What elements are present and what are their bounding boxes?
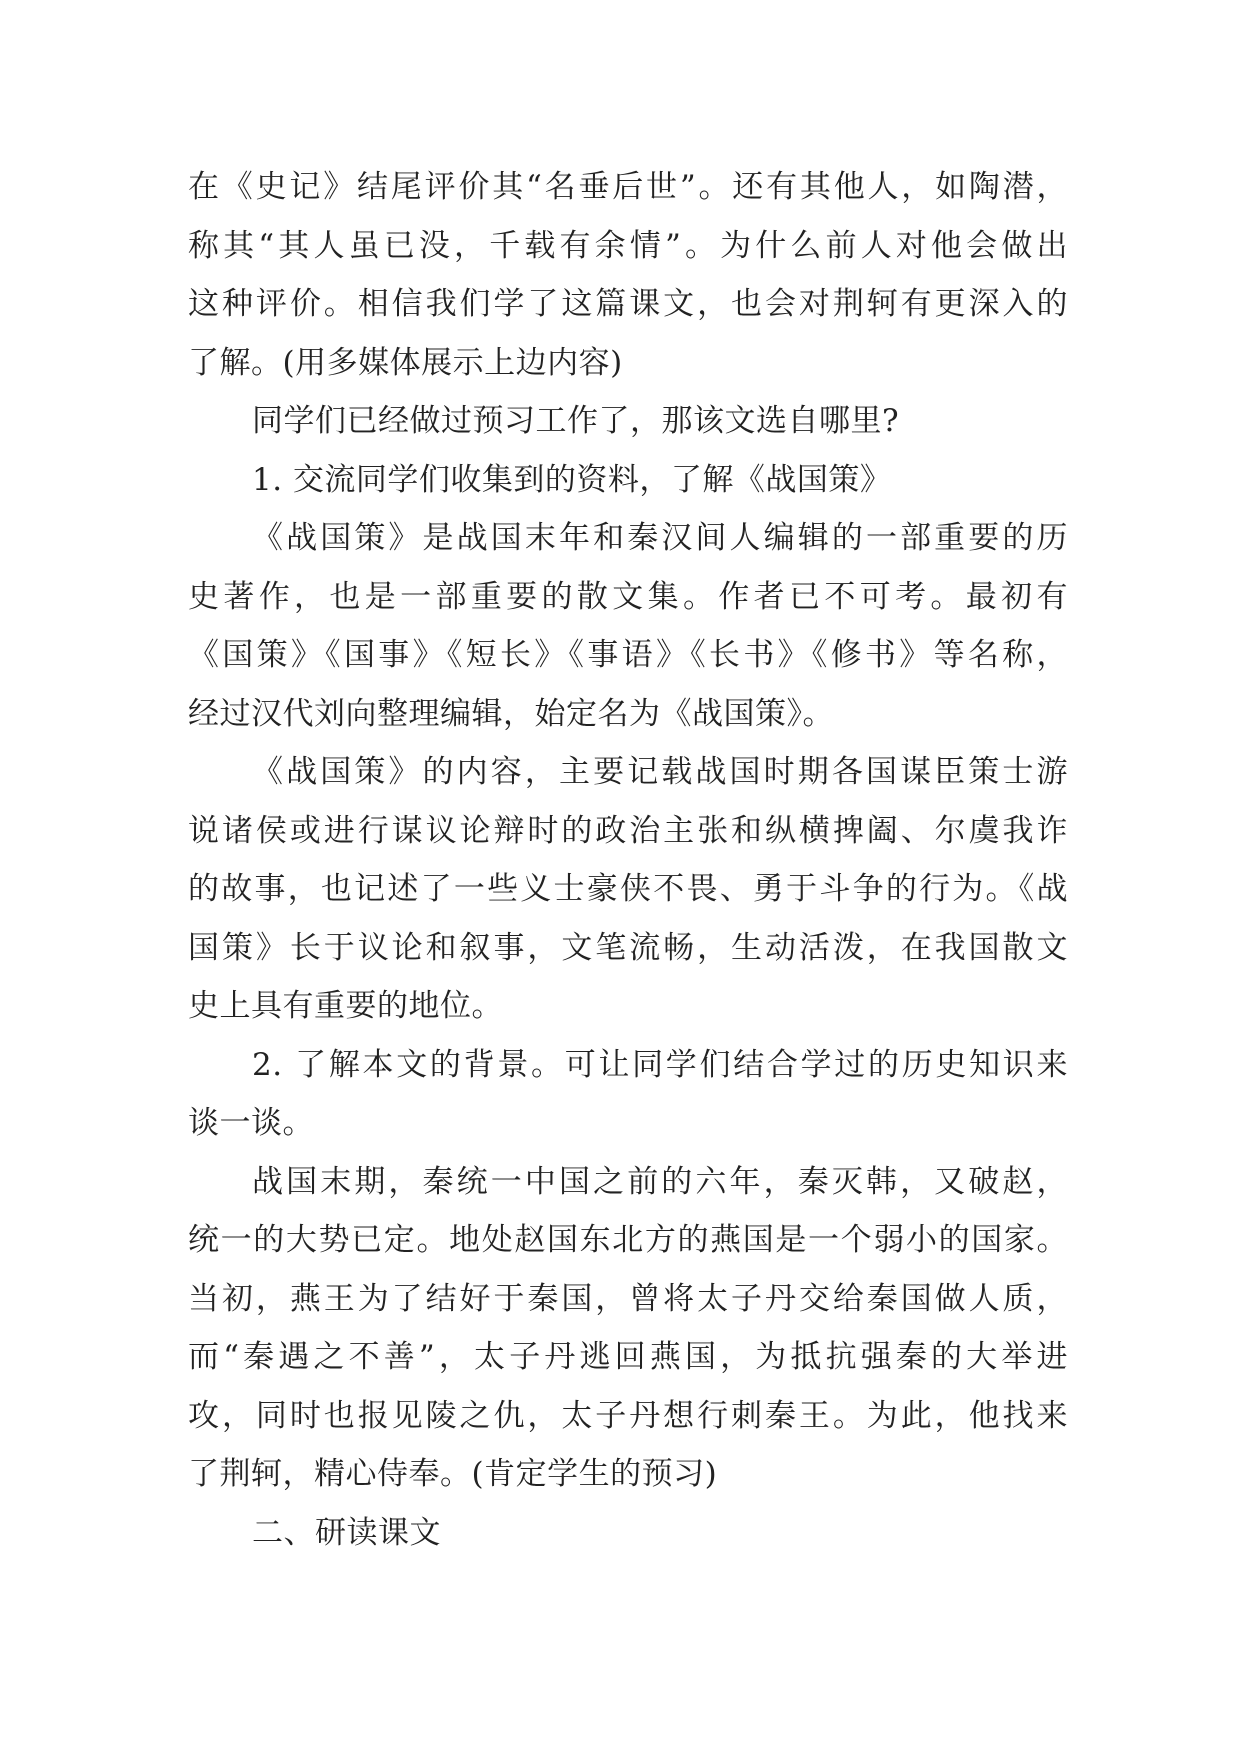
text-line: 说诸侯或进行谋议论辩时的政治主张和纵横捭阖、尔虞我诈 — [188, 812, 1068, 849]
text-line: 谈一谈。 — [188, 1105, 314, 1141]
text-line: 这种评价。相信我们学了这篇课文，也会对荆轲有更深入的 — [188, 286, 1068, 322]
text-line: 国策》长于议论和叙事，文笔流畅，生动活泼，在我国散文 — [188, 929, 1068, 966]
text-line: 《战国策》的内容，主要记载战国时期各国谋臣策士游 — [252, 754, 1068, 790]
text-line: 1. 交流同学们收集到的资料，了解《战国策》 — [252, 461, 892, 498]
text-line: 史上具有重要的地位。 — [188, 988, 503, 1024]
text-line: 《战国策》是战国末年和秦汉间人编辑的一部重要的历 — [252, 520, 1068, 556]
text-line: 战国末期，秦统一中国之前的六年，秦灭韩，又破赵， — [252, 1163, 1068, 1200]
text-line: 统一的大势已定。地处赵国东北方的燕国是一个弱小的国家。 — [188, 1222, 1068, 1258]
text-line: 《国策》《国事》《短长》《事语》《长书》《修书》等名称， — [188, 637, 1068, 673]
text-line: 而“秦遇之不善”，太子丹逃回燕国，为抵抗强秦的大举进 — [188, 1339, 1068, 1375]
text-line: 了解。(用多媒体展示上边内容) — [188, 344, 623, 381]
text-line: 在《史记》结尾评价其“名垂后世”。还有其他人，如陶潜， — [188, 169, 1068, 205]
text-line: 的故事，也记述了一些义士豪侠不畏、勇于斗争的行为。《战 — [188, 871, 1068, 907]
text-line: 二、研读课文 — [252, 1514, 441, 1551]
text-line: 攻，同时也报见陵之仇，太子丹想行刺秦王。为此，他找来 — [188, 1397, 1068, 1434]
body-text — [188, 158, 1068, 1562]
text-line: 史著作，也是一部重要的散文集。作者已不可考。最初有 — [188, 578, 1068, 615]
text-line: 当初，燕王为了结好于秦国，曾将太子丹交给秦国做人质， — [188, 1280, 1068, 1317]
text-line: 称其“其人虽已没，千载有余情”。为什么前人对他会做出 — [188, 227, 1068, 264]
text-line: 经过汉代刘向整理编辑，始定名为《战国策》。 — [188, 695, 834, 732]
text-line: 2. 了解本文的背景。可让同学们结合学过的历史知识来 — [252, 1046, 1068, 1083]
text-line: 了荆轲，精心侍奉。(肯定学生的预习) — [188, 1456, 718, 1492]
text-line: 同学们已经做过预习工作了，那该文选自哪里? — [252, 403, 900, 439]
